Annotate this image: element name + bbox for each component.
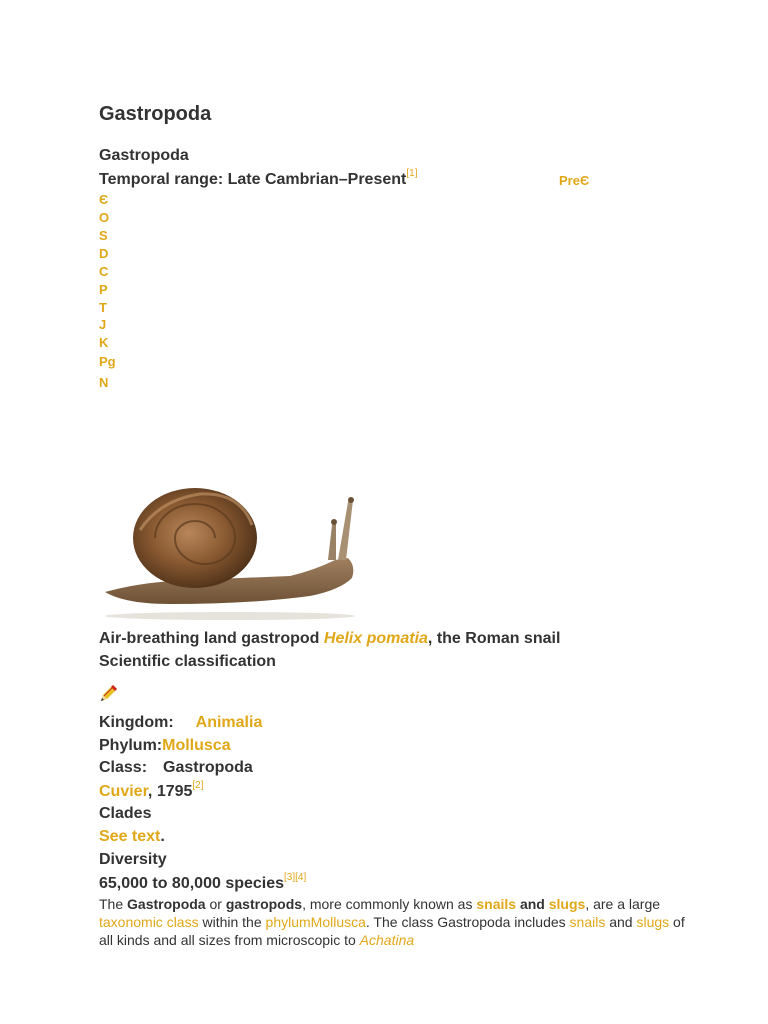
kingdom-row (99, 714, 262, 732)
period-link[interactable]: C (99, 264, 109, 279)
authority-year: , 1795 (147, 783, 193, 800)
period-link[interactable]: S (99, 228, 108, 243)
period-link[interactable]: T (99, 300, 107, 315)
snails-link[interactable]: snails (476, 896, 517, 912)
class-label: Class: (99, 759, 148, 776)
period-link[interactable]: Pg (99, 354, 116, 369)
intro-paragraph (99, 895, 699, 949)
slugs-link[interactable]: slugs (636, 914, 670, 930)
caption-before: Air-breathing land gastropod (99, 630, 324, 647)
term-bold: Gastropoda (127, 896, 206, 912)
species-link[interactable]: Helix pomatia (323, 630, 428, 647)
phylum-link[interactable]: Mollusca (162, 737, 231, 754)
diversity-value: 65,000 to 80,000 species (99, 875, 285, 892)
taxonomic-class-link[interactable]: taxonomic class (99, 914, 199, 930)
page-title: Gastropoda (99, 103, 212, 125)
phylum-label: Phylum: (99, 737, 163, 754)
text: or (205, 896, 226, 912)
text: . The class Gastropoda includes (365, 914, 570, 930)
achatina-link[interactable]: Achatina (359, 932, 415, 948)
scientific-classification-link[interactable]: Scientific classification (99, 653, 276, 670)
taxobox-name: Gastropoda (99, 147, 189, 164)
period-link[interactable]: P (99, 282, 108, 297)
class-value: Gastropoda (163, 759, 253, 776)
kingdom-label: Kingdom: (99, 714, 174, 731)
text: The (99, 896, 128, 912)
authority-link[interactable]: Cuvier (99, 783, 148, 800)
see-text-period: . (160, 828, 165, 845)
diversity-link[interactable]: Diversity (99, 851, 167, 868)
period-link[interactable]: D (99, 246, 109, 261)
text: , more commonly known as (302, 896, 477, 912)
authority-row (99, 780, 204, 801)
snails-link[interactable]: snails (569, 914, 606, 930)
class-row (99, 759, 253, 777)
text: , are a large (585, 896, 661, 912)
term-bold: gastropods (225, 896, 303, 912)
clades-label: Clades (99, 805, 152, 822)
snail-photo (100, 470, 362, 622)
text: and (605, 914, 637, 930)
period-precambrian-link[interactable]: PreЄ (559, 173, 590, 188)
text: within the (198, 914, 266, 930)
text: and (516, 896, 549, 912)
see-text-link[interactable]: See text (99, 828, 161, 845)
temporal-range (99, 168, 418, 189)
slugs-link[interactable]: slugs (548, 896, 586, 912)
image-caption (99, 630, 560, 648)
phylum-mollusca-link[interactable]: phylumMollusca (265, 914, 366, 930)
period-link[interactable]: J (99, 317, 107, 332)
diversity-row (99, 872, 307, 893)
caption-after: , the Roman snail (427, 630, 561, 647)
period-link[interactable]: O (99, 210, 110, 225)
period-link[interactable]: N (99, 375, 109, 390)
period-link[interactable]: K (99, 335, 109, 350)
see-text-row (99, 828, 165, 846)
temporal-range-ref[interactable]: [1] (406, 168, 418, 179)
period-link[interactable]: Є (99, 192, 109, 207)
authority-ref[interactable]: [2] (192, 780, 204, 791)
kingdom-link[interactable]: Animalia (195, 714, 263, 731)
diversity-ref[interactable]: [3][4] (284, 872, 307, 883)
temporal-range-text: Temporal range: Late Cambrian–Present (99, 171, 407, 188)
text: of all kinds and all sizes from microscopic to (99, 914, 685, 948)
edit-pencil-icon[interactable] (99, 683, 119, 703)
phylum-row (99, 737, 231, 755)
